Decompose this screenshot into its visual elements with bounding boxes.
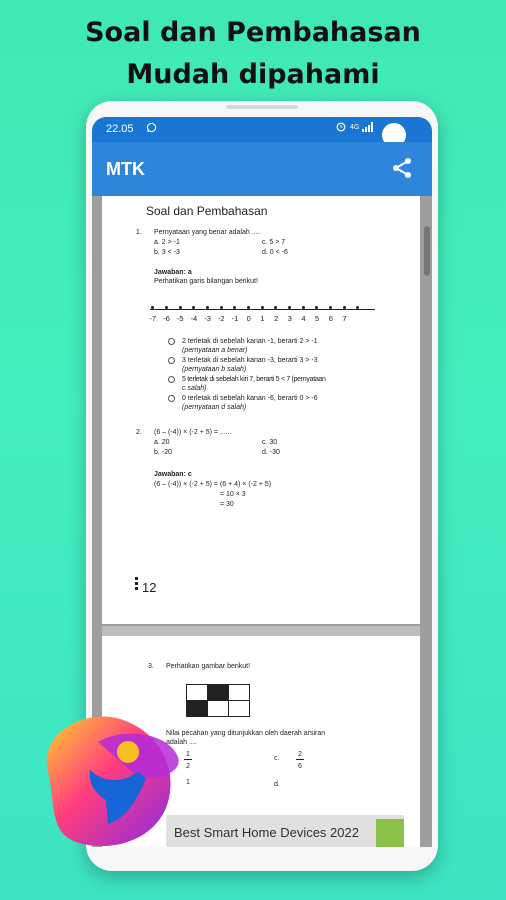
q1-point-3: 5 terletak di sebelah kiri 7, berarti 5 < 7 (pernyataan: [182, 376, 326, 383]
bullet-icon: [168, 338, 175, 345]
whatsapp-icon: [146, 122, 157, 136]
q1-point-1b: (pernyataan a benar): [182, 347, 248, 354]
q3-option-c-label: c.: [274, 755, 280, 762]
phone-speaker: [226, 105, 298, 109]
signal-icon: [362, 122, 374, 135]
q3-text-2: Nilai pecahan yang ditunjukkan oleh daerah arsiran: [166, 730, 326, 737]
ad-text: Best Smart Home Devices 2022: [174, 825, 359, 840]
q2-option-d: d. -30: [262, 449, 280, 456]
q3-number: 3.: [148, 663, 154, 670]
q1-point-4: 0 terletak di sebelah kanan -6, berarti 0 > -6: [182, 395, 318, 402]
ad-banner[interactable]: [166, 815, 404, 847]
q3-c-denominator: 6: [298, 763, 302, 770]
q3-a-numerator: 1: [186, 751, 190, 758]
q1-point-1: 2 terletak di sebelah kanan -1, berarti 2 > -1: [182, 338, 318, 345]
q2-option-a: a. 20: [154, 439, 170, 446]
ad-open-button[interactable]: [376, 819, 404, 847]
q3-c-numerator: 2: [298, 751, 302, 758]
scrollbar-thumb[interactable]: [424, 226, 430, 276]
app-bar: [92, 142, 432, 196]
headline-line-2: Mudah dipahami: [126, 59, 380, 90]
q2-option-c: c. 30: [262, 439, 278, 446]
q1-hint: Perhatikan garis bilangan berikut!: [154, 278, 258, 285]
page-separator: [102, 626, 420, 636]
q1-option-a: a. 2 > -1: [154, 239, 180, 246]
more-vert-icon[interactable]: [135, 577, 139, 592]
q1-option-d: d. 0 < -6: [262, 249, 288, 256]
fraction-bar: [296, 759, 304, 760]
q2-step-3: = 30: [220, 501, 234, 508]
promo-headline: [0, 12, 506, 96]
q2-answer: Jawaban: c: [154, 471, 192, 478]
page-number: 12: [142, 580, 157, 595]
bullet-icon: [168, 395, 175, 402]
bullet-icon: [168, 376, 175, 383]
q2-step-2: = 10 × 3: [220, 491, 246, 498]
status-bar: [92, 117, 432, 142]
q3-text: Perhatikan gambar berikut!: [166, 663, 251, 670]
bullet-icon: [168, 357, 175, 364]
q1-option-c: c. 5 > 7: [262, 239, 286, 246]
app-title: MTK: [106, 159, 145, 179]
q2-number: 2.: [136, 429, 142, 436]
q3-b-numerator: 1: [186, 779, 190, 786]
number-line-labels: -7 -6 -5 -4 -3 -2 -1 0 1 2 3 4 5 6 7: [149, 314, 347, 323]
q3-a-denominator: 2: [186, 763, 190, 770]
q3-option-d-label: d.: [274, 781, 280, 788]
q1-text: Pernyataan yang benar adalah ....: [154, 229, 260, 236]
status-time: 22.05: [106, 123, 134, 135]
share-icon[interactable]: [390, 156, 414, 180]
q2-option-b: b. -20: [154, 449, 172, 456]
pdf-page-1: [102, 196, 420, 624]
q2-step-1: (6 – (-4)) × (-2 + 5) = (6 + 4) × (-2 + 5): [154, 481, 272, 488]
network-type: 4G: [350, 124, 360, 131]
q3-text-3: adalah ....: [166, 739, 197, 746]
q1-option-b: b. 3 < -3: [154, 249, 180, 256]
q1-answer: Jawaban: a: [154, 269, 192, 276]
q1-point-4b: (pernyataan d salah): [182, 404, 247, 411]
q1-point-3b: c salah): [182, 385, 207, 392]
q2-text: (6 – (-4)) × (-2 + 5) = ......: [154, 429, 232, 436]
q1-point-2: 3 terletak di sebelah kanan -3, berarti 3 > -3: [182, 357, 318, 364]
app-logo: [28, 712, 188, 852]
number-line: [150, 309, 375, 310]
q1-point-2b: (pernyataan b salah): [182, 366, 247, 373]
headline-line-1: Soal dan Pembahasan: [85, 17, 421, 48]
alarm-icon: [336, 122, 346, 135]
doc-title: Soal dan Pembahasan: [146, 204, 268, 218]
q1-number: 1.: [136, 229, 142, 236]
